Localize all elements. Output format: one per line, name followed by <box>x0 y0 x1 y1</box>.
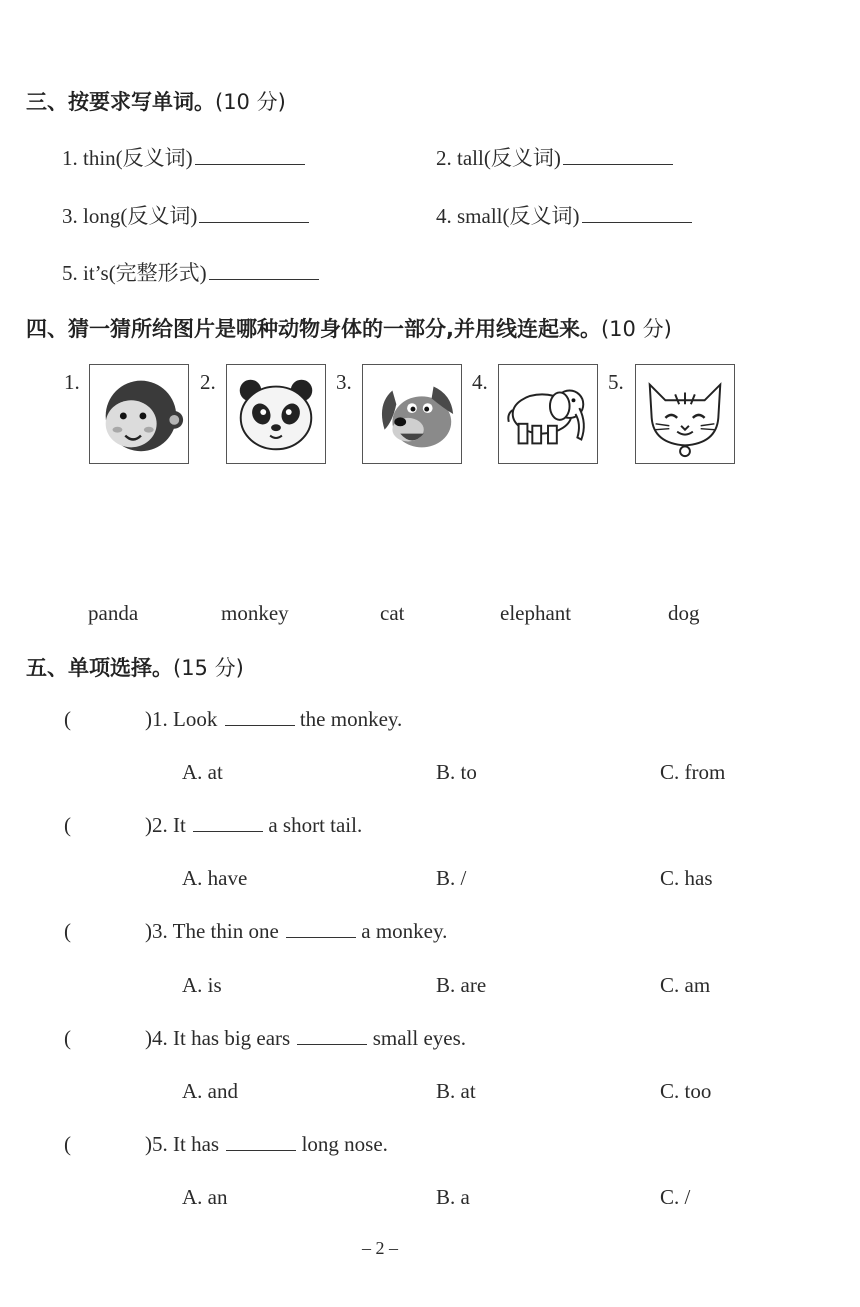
item-number: 5. <box>62 261 78 285</box>
section4-title: 四、猜一猜所给图片是哪种动物身体的一部分,并用线连起来。 <box>26 317 601 341</box>
word-option-2[interactable]: monkey <box>221 601 289 625</box>
word-item-1 <box>62 142 305 172</box>
word-item-5 <box>62 257 319 287</box>
item-hint: (反义词) <box>115 146 193 170</box>
answer-paren-open-1[interactable]: ( <box>64 707 71 731</box>
dog-icon <box>363 365 461 463</box>
item-hint: (反义词) <box>483 146 561 170</box>
option-b[interactable]: B. at <box>436 1079 476 1103</box>
picture-box-3[interactable] <box>362 364 462 464</box>
section5-score: (15 分) <box>173 656 244 680</box>
question-text-before: It has <box>173 1132 220 1156</box>
word-option-4[interactable]: elephant <box>500 601 572 625</box>
item-hint: (反义词) <box>502 204 580 228</box>
section3-score: (10 分) <box>215 90 286 114</box>
question-number: )4. <box>145 1026 168 1050</box>
picture-box-1[interactable] <box>89 364 189 464</box>
section5-heading <box>26 652 244 682</box>
option-a[interactable]: A. have <box>182 866 248 890</box>
question-text-after: long nose. <box>301 1132 388 1156</box>
question-text-after: small eyes. <box>372 1026 467 1050</box>
option-b[interactable]: B. are <box>436 973 487 997</box>
cat-icon <box>636 365 734 463</box>
option-c[interactable]: C. has <box>660 866 713 890</box>
item-word: it’s <box>83 261 109 285</box>
option-b[interactable]: B. a <box>436 1185 470 1209</box>
answer-blank-1[interactable] <box>195 148 305 165</box>
word-option-5[interactable]: dog <box>668 601 700 625</box>
question-4 <box>145 1026 466 1051</box>
option-b[interactable]: B. / <box>436 866 467 890</box>
option-a[interactable]: A. and <box>182 1079 238 1103</box>
question-blank <box>297 1028 367 1045</box>
item-word: tall <box>457 146 484 170</box>
word-item-3 <box>62 200 309 230</box>
answer-paren-open-4[interactable]: ( <box>64 1026 71 1050</box>
question-text-after: a monkey. <box>361 919 448 943</box>
picture-box-5[interactable] <box>635 364 735 464</box>
question-text-before: It <box>173 813 186 837</box>
answer-paren-open-2[interactable]: ( <box>64 813 71 837</box>
answer-blank-3[interactable] <box>199 206 309 223</box>
picture-box-4[interactable] <box>498 364 598 464</box>
item-number: 3. <box>62 204 78 228</box>
section3-title: 三、按要求写单词。 <box>26 90 215 114</box>
question-number: )1. <box>145 707 168 731</box>
option-a[interactable]: A. is <box>182 973 222 997</box>
answer-blank-2[interactable] <box>563 148 673 165</box>
word-option-1[interactable]: panda <box>88 601 139 625</box>
picture-number-3: 3. <box>336 370 352 394</box>
item-number: 4. <box>436 204 452 228</box>
picture-number-4: 4. <box>472 370 488 394</box>
answer-paren-open-3[interactable]: ( <box>64 919 71 943</box>
panda-icon <box>227 365 325 463</box>
option-c[interactable]: C. am <box>660 973 711 997</box>
question-text-after: the monkey. <box>299 707 403 731</box>
section4-heading <box>26 313 672 343</box>
section3-heading <box>26 86 286 116</box>
option-c[interactable]: C. / <box>660 1185 691 1209</box>
item-word: small <box>457 204 503 228</box>
answer-blank-5[interactable] <box>209 263 319 280</box>
question-2 <box>145 813 362 838</box>
question-5 <box>145 1132 388 1157</box>
picture-number-2: 2. <box>200 370 216 394</box>
question-blank <box>193 815 263 832</box>
item-hint: (完整形式) <box>108 261 207 285</box>
question-number: )3. <box>145 919 168 943</box>
question-text-after: a short tail. <box>268 813 363 837</box>
question-text-before: The thin one <box>172 919 279 943</box>
word-item-4 <box>436 200 692 230</box>
question-number: )2. <box>145 813 168 837</box>
question-blank <box>226 1134 296 1151</box>
item-word: thin <box>83 146 116 170</box>
item-hint: (反义词) <box>120 204 198 228</box>
elephant-icon <box>499 365 597 463</box>
question-1 <box>145 707 402 732</box>
section5-title: 五、单项选择。 <box>26 656 173 680</box>
question-blank <box>225 709 295 726</box>
picture-number-1: 1. <box>64 370 80 394</box>
option-a[interactable]: A. at <box>182 760 223 784</box>
item-word: long <box>83 204 121 228</box>
word-item-2 <box>436 142 673 172</box>
picture-number-5: 5. <box>608 370 624 394</box>
question-blank <box>286 921 356 938</box>
answer-blank-4[interactable] <box>582 206 692 223</box>
option-b[interactable]: B. to <box>436 760 477 784</box>
page-number: – 2 – <box>362 1238 398 1258</box>
picture-box-2[interactable] <box>226 364 326 464</box>
item-number: 2. <box>436 146 452 170</box>
question-number: )5. <box>145 1132 168 1156</box>
question-3 <box>145 919 447 944</box>
word-option-3[interactable]: cat <box>380 601 405 625</box>
item-number: 1. <box>62 146 78 170</box>
option-a[interactable]: A. an <box>182 1185 228 1209</box>
question-text-before: It has big ears <box>173 1026 291 1050</box>
option-c[interactable]: C. too <box>660 1079 712 1103</box>
answer-paren-open-5[interactable]: ( <box>64 1132 71 1156</box>
option-c[interactable]: C. from <box>660 760 726 784</box>
monkey-icon <box>90 365 188 463</box>
question-text-before: Look <box>173 707 218 731</box>
section4-score: (10 分) <box>600 317 672 341</box>
